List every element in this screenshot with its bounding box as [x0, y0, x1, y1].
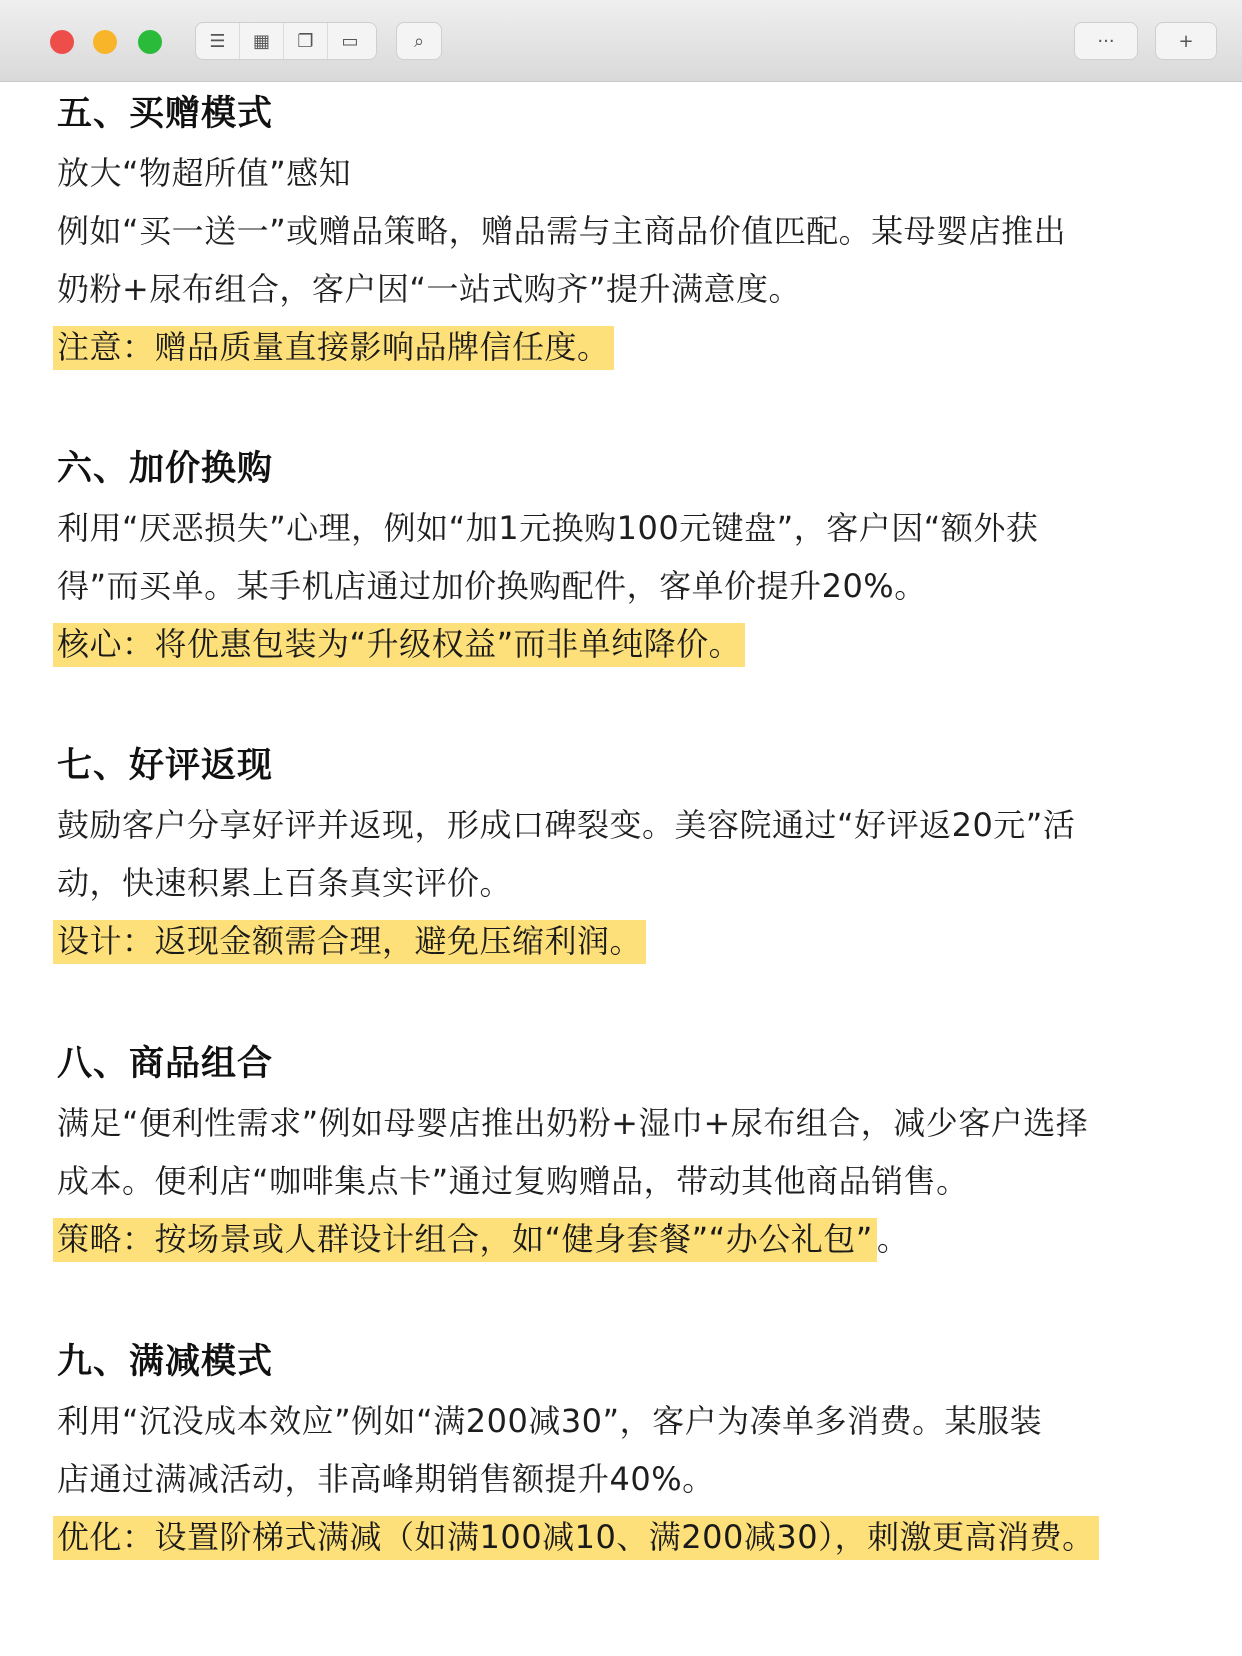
highlighted-text: 核心：将优惠包装为“升级权益”而非单纯降价。 [53, 623, 745, 667]
section-heading: 七、好评返现 [57, 746, 274, 786]
paragraph-line: 利用“沉没成本效应”例如“满200减30”，客户为凑单多消费。某服装 [57, 1402, 1043, 1440]
more-icon: ··· [1097, 30, 1115, 52]
paragraph-line: 成本。便利店“咖啡集点卡”通过复购赠品，带动其他商品销售。 [57, 1162, 969, 1200]
add-button[interactable] [1155, 22, 1217, 60]
list-icon: ☰ [209, 30, 226, 52]
grid-icon: ▦ [252, 30, 270, 52]
highlight-note [57, 1210, 1207, 1268]
section-heading: 五、买赠模式 [57, 94, 274, 134]
section-heading: 八、商品组合 [57, 1044, 274, 1084]
zoom-button[interactable] [138, 30, 162, 54]
highlight-note [57, 912, 1207, 970]
more-button[interactable] [1074, 22, 1138, 60]
window-icon: ▭ [341, 30, 359, 52]
section-heading: 九、满减模式 [57, 1342, 274, 1382]
page-icon: ❐ [297, 30, 314, 52]
highlight-note [57, 318, 1207, 376]
highlight-note [57, 1508, 1207, 1566]
highlight-note [57, 615, 1207, 673]
minimize-button[interactable] [93, 30, 117, 54]
section-add-price-exchange [57, 445, 1207, 673]
section-heading: 六、加价换购 [57, 449, 274, 489]
section-review-cashback [57, 742, 1207, 970]
paragraph-line: 放大“物超所值”感知 [57, 154, 352, 192]
search-icon: ⌕ [413, 30, 425, 52]
close-button[interactable] [50, 30, 74, 54]
paragraph-line: 例如“买一送一”或赠品策略，赠品需与主商品价值匹配。某母婴店推出 [57, 212, 1067, 250]
plus-icon: + [1178, 30, 1194, 52]
paragraph-line: 奶粉+尿布组合，客户因“一站式购齐”提升满意度。 [57, 270, 801, 308]
paragraph-line: 店通过满减活动，非高峰期销售额提升40%。 [57, 1460, 715, 1498]
paragraph-line: 鼓励客户分享好评并返现，形成口碑裂变。美容院通过“好评返20元”活 [57, 806, 1076, 844]
paragraph-line: 动，快速积累上百条真实评价。 [57, 864, 513, 902]
paragraph-line: 满足“便利性需求”例如母婴店推出奶粉+湿巾+尿布组合，减少客户选择 [57, 1104, 1089, 1142]
paragraph-line: 利用“厌恶损失”心理，例如“加1元换购100元键盘”，客户因“额外获 [57, 509, 1039, 547]
highlighted-text: 优化：设置阶梯式满减（如满100减10、满200减30），刺激更高消费。 [53, 1516, 1099, 1560]
section-buy-gift [57, 90, 1207, 376]
list-view-button[interactable] [196, 23, 240, 59]
grid-view-button[interactable] [240, 23, 284, 59]
trailing-punctuation: 。 [876, 1220, 910, 1258]
page-view-button[interactable] [284, 23, 328, 59]
highlighted-text: 策略：按场景或人群设计组合，如“健身套餐”“办公礼包” [53, 1218, 877, 1262]
paragraph-line: 得”而买单。某手机店通过加价换购配件，客单价提升20%。 [57, 567, 927, 605]
section-spend-discount [57, 1338, 1207, 1566]
view-mode-toolbar-group [195, 22, 377, 60]
highlighted-text: 注意：赠品质量直接影响品牌信任度。 [53, 326, 614, 370]
window-titlebar [0, 0, 1242, 82]
search-button[interactable] [396, 22, 442, 60]
section-product-bundle [57, 1040, 1207, 1268]
highlighted-text: 设计：返现金额需合理，避免压缩利润。 [53, 920, 646, 964]
window-view-button[interactable] [328, 23, 372, 59]
